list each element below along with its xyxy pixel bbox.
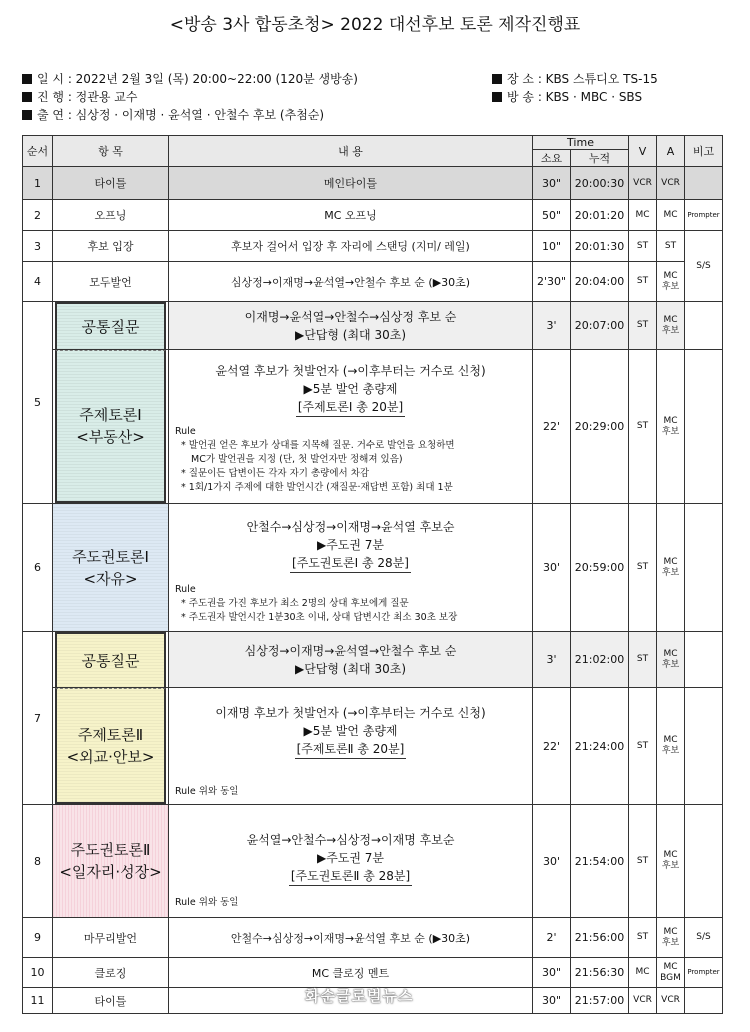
row-no: 4 (23, 262, 53, 302)
info-cast: 출 연 : 심상정 · 이재명 · 윤석열 · 안철수 후보 (추첨순) (37, 108, 325, 122)
row-note (685, 805, 723, 918)
row-cumulative: 20:29:00 (571, 350, 629, 504)
row-audio: VCR (657, 988, 685, 1014)
row-content: 안철수→심상정→이재명→윤석열 후보 순 (▶30초) (169, 918, 533, 958)
content-total: [주제토론Ⅱ 총 20분] (295, 740, 407, 759)
row-note (685, 988, 723, 1014)
row-no: 6 (23, 504, 53, 632)
row-content: 심상정→이재명→윤석열→안철수 후보 순 (▶30초) (169, 262, 533, 302)
info-place: 장 소 : KBS 스튜디오 TS-15 (507, 72, 658, 86)
row-cumulative: 20:01:20 (571, 200, 629, 231)
schedule-table (22, 135, 723, 1014)
square-bullet-icon (22, 110, 32, 120)
row-cumulative: 21:56:30 (571, 958, 629, 988)
row-duration: 2'30" (533, 262, 571, 302)
row-content (169, 504, 533, 632)
segment-subtitle: <자유> (83, 569, 138, 588)
row-note (685, 688, 723, 805)
row-audio: MC BGM (657, 958, 685, 988)
rule-label: Rule (175, 426, 196, 437)
table-row (23, 632, 723, 688)
row-video: VCR (629, 167, 657, 200)
row-cumulative: 20:00:30 (571, 167, 629, 200)
segment-subtitle: <일자리·성장> (59, 863, 162, 881)
row-video: MC (629, 958, 657, 988)
row-audio: MC (657, 200, 685, 231)
content-line: ▶단답형 (최대 30초) (294, 661, 407, 676)
row-item: 타이틀 (53, 988, 169, 1014)
square-bullet-icon (492, 74, 502, 84)
row-audio: MC 후보 (657, 688, 685, 805)
rule-line: * 발언권 얻은 후보가 상대를 지목해 질문. 거수로 발언을 요청하면 (181, 440, 455, 451)
content-line: ▶주도권 7분 (316, 538, 385, 552)
row-content (169, 688, 533, 805)
row-item: 오프닝 (53, 200, 169, 231)
col-header-note: 비고 (685, 136, 723, 167)
table-row (23, 167, 723, 200)
row-audio: MC 후보 (657, 504, 685, 632)
row-item: 타이틀 (53, 167, 169, 200)
row-duration: 30" (533, 988, 571, 1014)
info-date: 일 시 : 2022년 2월 3일 (목) 20:00~22:00 (120분 생방송) (37, 72, 358, 86)
row-duration: 50" (533, 200, 571, 231)
content-total: [주도권토론Ⅰ 총 28분] (290, 554, 411, 573)
row-video: ST (629, 231, 657, 262)
row-content (169, 805, 533, 918)
row-no: 5 (23, 302, 53, 504)
table-row (23, 805, 723, 918)
table-row (23, 918, 723, 958)
col-header-v: V (629, 136, 657, 167)
row-video: ST (629, 918, 657, 958)
row-item-cell (53, 504, 169, 632)
row-audio: MC 후보 (657, 918, 685, 958)
row-content: MC 클로징 멘트 (169, 958, 533, 988)
row-video: ST (629, 350, 657, 504)
segment-title: 주도권토론Ⅱ (70, 841, 151, 859)
col-header-item: 항 목 (53, 136, 169, 167)
table-row (23, 200, 723, 231)
row-item: 후보 입장 (53, 231, 169, 262)
col-header-soyo: 소요 (533, 150, 571, 167)
square-bullet-icon (22, 92, 32, 102)
rule-same: Rule 위와 동일 (175, 786, 239, 797)
segment-title: 주제토론Ⅰ (79, 406, 142, 424)
row-cumulative: 21:57:00 (571, 988, 629, 1014)
segment-lead-debate-2 (53, 805, 168, 917)
row-duration: 10" (533, 231, 571, 262)
rule-same: Rule 위와 동일 (175, 897, 239, 908)
rule-label: Rule (175, 584, 196, 595)
row-cumulative: 20:04:00 (571, 262, 629, 302)
content-line: ▶단답형 (최대 30초) (294, 327, 407, 342)
row-no: 9 (23, 918, 53, 958)
rule-line: * 주도권을 가진 후보가 최소 2명의 상대 후보에게 질문 (181, 598, 409, 609)
row-item-cell (53, 302, 169, 350)
row-content: 후보자 걸어서 입장 후 자리에 스탠딩 (지미/ 레일) (169, 231, 533, 262)
row-cumulative: 21:02:00 (571, 632, 629, 688)
row-note (685, 504, 723, 632)
row-audio: VCR (657, 167, 685, 200)
row-cumulative: 20:07:00 (571, 302, 629, 350)
segment-subtitle: <외교·안보> (66, 747, 155, 766)
row-cumulative: 20:01:30 (571, 231, 629, 262)
row-no: 10 (23, 958, 53, 988)
segment-subtitle: <부동산> (76, 428, 145, 446)
row-cumulative: 20:59:00 (571, 504, 629, 632)
table-row (23, 231, 723, 262)
segment-common-question-1: 공통질문 (55, 302, 166, 349)
row-audio: ST (657, 231, 685, 262)
row-duration: 30" (533, 167, 571, 200)
row-cumulative: 21:56:00 (571, 918, 629, 958)
col-header-content: 내 용 (169, 136, 533, 167)
info-broadcast: 방 송 : KBS · MBC · SBS (507, 90, 643, 104)
row-content (169, 632, 533, 688)
segment-lead-debate-1 (53, 504, 168, 631)
row-content (169, 302, 533, 350)
segment-topic-debate-2 (55, 688, 166, 804)
row-video: ST (629, 632, 657, 688)
row-duration: 2' (533, 918, 571, 958)
square-bullet-icon (22, 74, 32, 84)
content-line: ▶5분 발언 총량제 (303, 382, 398, 396)
content-line: 윤석열 후보가 첫발언자 (→이후부터는 거수로 신청) (215, 364, 486, 378)
row-content (169, 350, 533, 504)
row-no: 8 (23, 805, 53, 918)
row-video: VCR (629, 988, 657, 1014)
row-duration: 22' (533, 688, 571, 805)
table-row (23, 688, 723, 805)
rule-line: MC가 발언권을 지정 (단, 첫 발언자만 정해져 있음) (191, 454, 403, 465)
row-item-cell (53, 350, 169, 504)
row-item-cell (53, 632, 169, 688)
info-left (22, 70, 358, 124)
content-total: [주제토론Ⅰ 총 20분] (296, 398, 405, 417)
row-no: 7 (23, 632, 53, 805)
row-duration: 30' (533, 805, 571, 918)
row-no: 11 (23, 988, 53, 1014)
content-line: 안철수→심상정→이재명→윤석열 후보순 (246, 520, 455, 534)
row-audio: MC 후보 (657, 302, 685, 350)
row-note: Prompter (685, 200, 723, 231)
col-header-nujeok: 누적 (571, 150, 629, 167)
row-no: 1 (23, 167, 53, 200)
row-item-cell (53, 688, 169, 805)
row-video: ST (629, 302, 657, 350)
row-video: ST (629, 504, 657, 632)
row-note: S/S (685, 918, 723, 958)
col-header-a: A (657, 136, 685, 167)
row-item: 마무리발언 (53, 918, 169, 958)
content-line: 이재명→윤석열→안철수→심상정 후보 순 (244, 309, 457, 324)
row-duration: 22' (533, 350, 571, 504)
content-line: ▶5분 발언 총량제 (303, 724, 398, 738)
table-row (23, 350, 723, 504)
rule-line: * 1회/1가지 주제에 대한 발언시간 (재질문·재답변 포함) 최대 1분 (181, 482, 453, 493)
page-title: <방송 3사 합동초청> 2022 대선후보 토론 제작진행표 (169, 15, 581, 35)
row-duration: 3' (533, 302, 571, 350)
row-content: 메인타이틀 (169, 167, 533, 200)
table-row (23, 262, 723, 302)
row-cumulative: 21:24:00 (571, 688, 629, 805)
row-video: MC (629, 200, 657, 231)
square-bullet-icon (492, 92, 502, 102)
row-video: ST (629, 688, 657, 805)
info-right (492, 70, 658, 106)
col-header-time: Time (533, 136, 629, 150)
row-note: S/S (685, 231, 723, 302)
row-cumulative: 21:54:00 (571, 805, 629, 918)
row-audio: MC 후보 (657, 262, 685, 302)
row-item: 모두발언 (53, 262, 169, 302)
row-note: Prompter (685, 958, 723, 988)
row-duration: 30" (533, 958, 571, 988)
table-row (23, 302, 723, 350)
row-content: MC 오프닝 (169, 200, 533, 231)
row-video: ST (629, 262, 657, 302)
row-audio: MC 후보 (657, 805, 685, 918)
row-note (685, 167, 723, 200)
info-host: 진 행 : 정관용 교수 (37, 90, 138, 104)
row-no: 3 (23, 231, 53, 262)
segment-title: 주도권토론Ⅰ (72, 547, 149, 566)
row-duration: 30' (533, 504, 571, 632)
segment-common-question-2: 공통질문 (55, 632, 166, 687)
content-total: [주도권토론Ⅱ 총 28분] (289, 867, 412, 886)
content-line: 심상정→이재명→윤석열→안철수 후보 순 (244, 643, 457, 658)
col-header-no: 순서 (23, 136, 53, 167)
row-note (685, 302, 723, 350)
row-audio: MC 후보 (657, 350, 685, 504)
row-note (685, 632, 723, 688)
row-note (685, 350, 723, 504)
content-line: 이재명 후보가 첫발언자 (→이후부터는 거수로 신청) (215, 706, 486, 720)
row-no: 2 (23, 200, 53, 231)
table-row (23, 504, 723, 632)
content-line: ▶주도권 7분 (316, 851, 385, 865)
row-video: ST (629, 805, 657, 918)
content-line: 윤석열→안철수→심상정→이재명 후보순 (246, 833, 455, 847)
row-audio: MC 후보 (657, 632, 685, 688)
row-item-cell (53, 805, 169, 918)
segment-topic-debate-1 (55, 350, 166, 503)
watermark: 화순글로벌뉴스 (305, 987, 414, 1005)
rule-line: * 주도권자 발언시간 1분30초 이내, 상대 답변시간 최소 30초 보장 (181, 612, 458, 623)
rule-line: * 질문이든 답변이든 각자 자기 총량에서 차감 (181, 468, 370, 479)
row-item: 클로징 (53, 958, 169, 988)
table-row (23, 958, 723, 988)
segment-title: 주제토론Ⅱ (77, 725, 144, 744)
row-duration: 3' (533, 632, 571, 688)
